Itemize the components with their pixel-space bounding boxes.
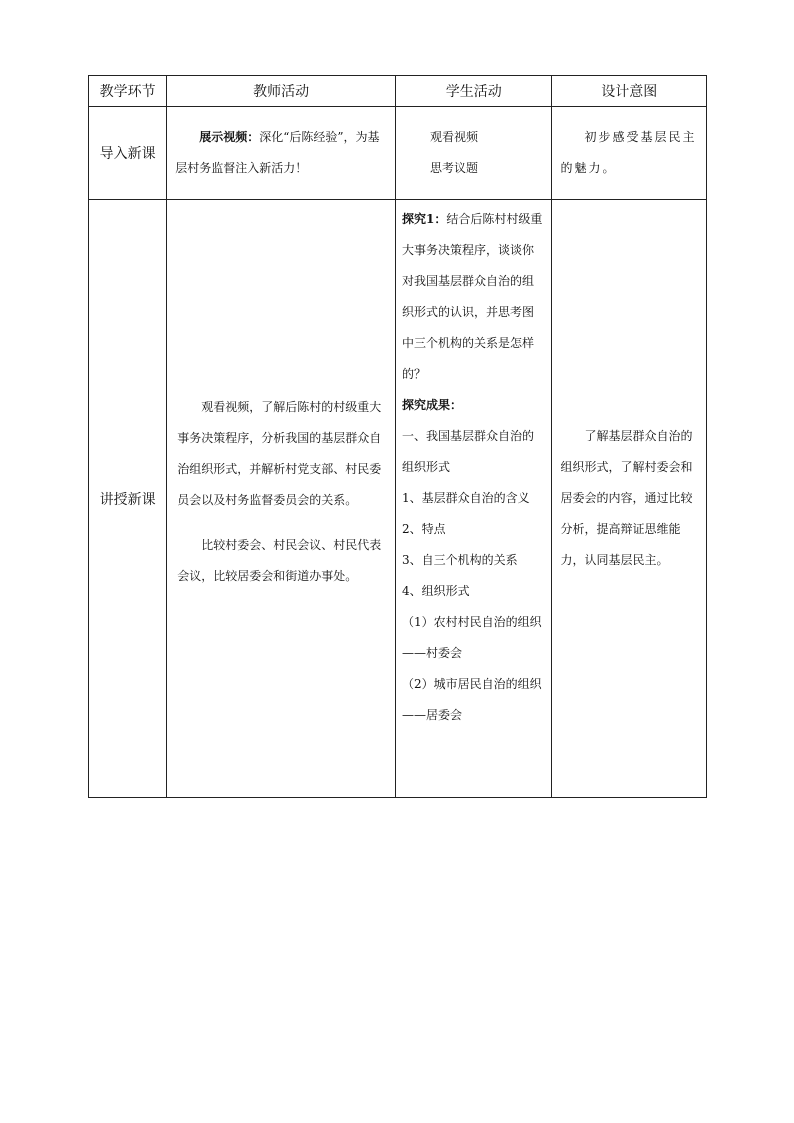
teacher-intro-text: 深化“后陈经验”，为基层村务监督注入新活力！	[175, 130, 380, 175]
design-intent-intro	[552, 107, 707, 200]
explore-text: 结合后陈村村级重大事务决策程序，谈谈你对我国基层群众自治的组织形式的认识，并思考图中三个机构的关系是怎样的？	[401, 212, 543, 381]
header-teacher-activity: 教师活动	[167, 76, 396, 107]
design-intent-main	[552, 200, 707, 798]
result-label: 探究成果：	[401, 398, 462, 412]
student-activity-intro	[395, 107, 552, 200]
table-row-main	[89, 200, 707, 798]
stage-main: 讲授新课	[89, 200, 167, 798]
student-intro-line: 思考议题	[429, 161, 478, 175]
result-line: （2）城市居民自治的组织——居委会	[401, 677, 542, 722]
result-line: （1）农村村民自治的组织——村委会	[401, 615, 542, 660]
stage-intro: 导入新课	[89, 107, 167, 200]
header-design-intent: 设计意图	[552, 76, 707, 107]
header-row	[89, 76, 707, 107]
student-activity-main	[395, 200, 552, 798]
teacher-main-paragraph: 观看视频，了解后陈村的村级重大事务决策程序，分析我国的基层群众自治组织形式，并解析村党支部、村民委员会以及村务监督委员会的关系。	[177, 399, 382, 507]
lesson-plan-table	[88, 75, 707, 798]
table-row-intro	[89, 107, 707, 200]
teacher-activity-intro	[167, 107, 396, 200]
result-line: 4、组织形式	[401, 584, 470, 598]
header-stage: 教学环节	[89, 76, 167, 107]
teacher-main-paragraph: 比较村委会、村民会议、村民代表会议，比较居委会和街道办事处。	[177, 537, 382, 583]
result-line: 一、我国基层群众自治的组织形式	[401, 429, 534, 474]
result-line: 3、自三个机构的关系	[401, 553, 518, 567]
result-line: 2、特点	[401, 522, 446, 536]
result-line: 1、基层群众自治的含义	[401, 491, 530, 505]
teacher-activity-main	[167, 200, 396, 798]
design-main-text: 了解基层群众自治的组织形式，了解村委会和居委会的内容，通过比较分析，提高辩证思维能力，认同基层民主。	[560, 429, 693, 567]
student-intro-line: 观看视频	[429, 130, 478, 144]
explore-label: 探究1：	[401, 212, 447, 226]
design-intro-text: 初步感受基层民主的魅力。	[560, 130, 697, 175]
teacher-intro-bold: 展示视频：	[199, 130, 260, 144]
header-student-activity: 学生活动	[395, 76, 552, 107]
explore-question	[402, 204, 546, 390]
